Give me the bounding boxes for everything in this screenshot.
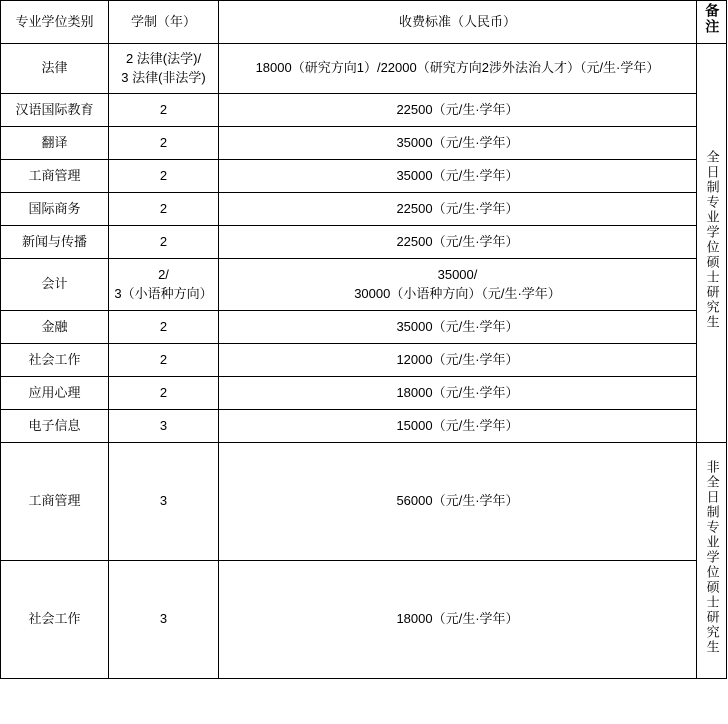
cell-fee: 56000（元/生·学年） [219,442,697,560]
cell-category: 社会工作 [1,343,109,376]
table-row [1,560,727,678]
cell-years: 3 [109,409,219,442]
table-row [1,192,727,225]
cell-years-line2: 3（小语种方向） [114,286,213,301]
cell-fee [219,258,697,310]
cell-years: 3 [109,442,219,560]
cell-category: 汉语国际教育 [1,93,109,126]
table-row [1,442,727,560]
cell-category: 工商管理 [1,442,109,560]
table-row [1,225,727,258]
cell-fee: 15000（元/生·学年） [219,409,697,442]
cell-years: 3 [109,560,219,678]
cell-fee: 12000（元/生·学年） [219,343,697,376]
table-row [1,43,727,93]
cell-category: 会计 [1,258,109,310]
header-note [697,1,727,44]
table-row [1,93,727,126]
cell-years: 2 [109,310,219,343]
cell-fee: 35000（元/生·学年） [219,310,697,343]
cell-fee-line1: 35000/ [437,266,478,282]
cell-years-line2: 3 法律(非法学) [121,70,206,85]
cell-years: 2 [109,343,219,376]
cell-category: 工商管理 [1,159,109,192]
cell-fee: 22500（元/生·学年） [219,192,697,225]
cell-fee [219,43,697,93]
cell-years: 2 [109,225,219,258]
cell-years: 2 [109,93,219,126]
cell-fee: 22500（元/生·学年） [219,225,697,258]
cell-category: 社会工作 [1,560,109,678]
table-row [1,159,727,192]
table-row [1,376,727,409]
table-row [1,258,727,310]
cell-category: 电子信息 [1,409,109,442]
header-years: 学制（年） [109,1,219,44]
cell-fee: 35000（元/生·学年） [219,159,697,192]
table-row [1,409,727,442]
cell-years: 2 [109,159,219,192]
cell-category: 国际商务 [1,192,109,225]
cell-fee-line1: 18000（研究方向1）/22000（研究方向2涉外法治人才）（元/生·学年） [255,60,660,76]
cell-fee: 18000（元/生·学年） [219,376,697,409]
note-fulltime-label: 全日制专业学位硕士研究生 [704,149,720,330]
cell-years-line1: 2/ [158,266,169,282]
cell-category: 新闻与传播 [1,225,109,258]
note-parttime-label: 非全日制专业学位硕士研究生 [704,459,720,655]
cell-years [109,43,219,93]
cell-years: 2 [109,126,219,159]
cell-category: 翻译 [1,126,109,159]
header-note-label: 备注 [704,3,721,35]
note-parttime [697,442,727,678]
cell-fee: 18000（元/生·学年） [219,560,697,678]
cell-category: 应用心理 [1,376,109,409]
cell-fee: 22500（元/生·学年） [219,93,697,126]
cell-category: 金融 [1,310,109,343]
cell-fee-line2: 30000（小语种方向）（元/生·学年） [354,286,561,301]
note-fulltime [697,43,727,442]
table-row [1,343,727,376]
cell-years: 2 [109,192,219,225]
cell-category: 法律 [1,43,109,93]
table-header-row [1,1,727,44]
table-row [1,310,727,343]
table-row [1,126,727,159]
cell-years [109,258,219,310]
header-fee: 收费标准（人民币） [219,1,697,44]
header-category: 专业学位类别 [1,1,109,44]
cell-fee: 35000（元/生·学年） [219,126,697,159]
cell-years: 2 [109,376,219,409]
cell-years-line1: 2 法律(法学)/ [125,50,202,66]
